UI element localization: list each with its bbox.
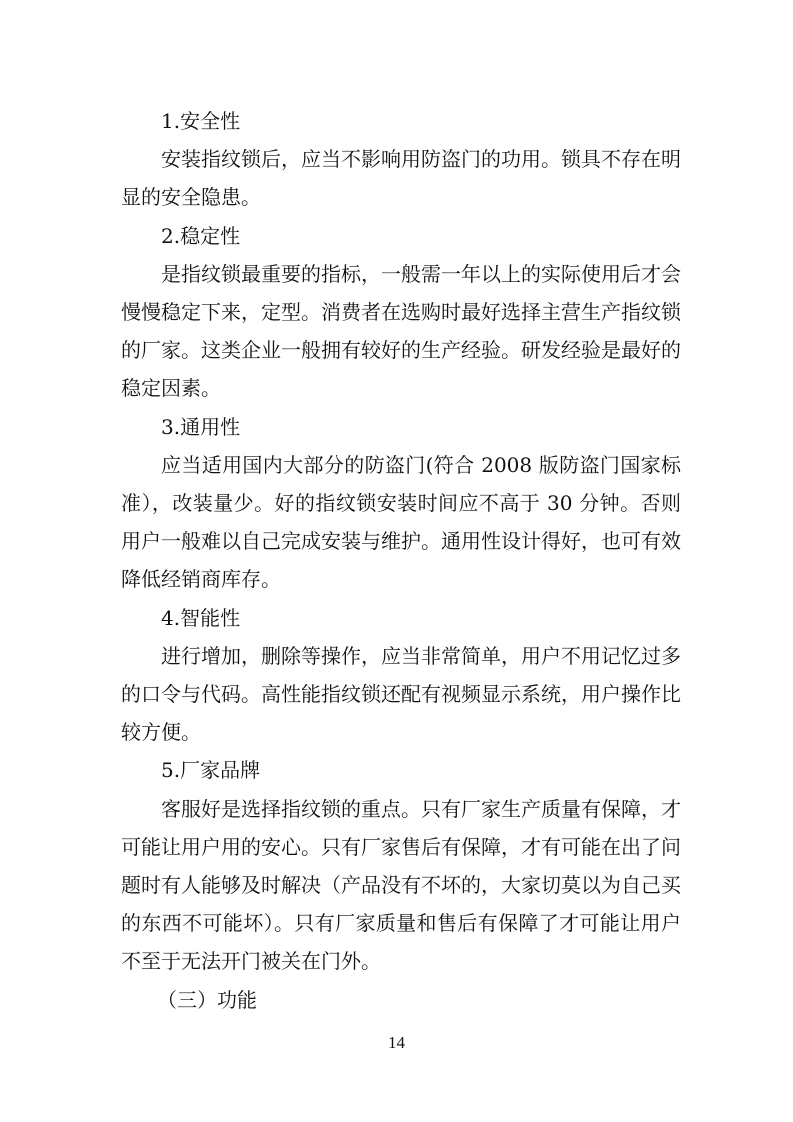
document-page (121, 102, 681, 1019)
section-heading-compatibility: 3.通用性 (161, 414, 241, 439)
section-body-brand: 客服好是选择指纹锁的重点。只有厂家生产质量有保障，才可能让用户用的安心。只有厂家售后有保障，才有可能在出了问题时有人能够及时解决（产品没有不坏的，大家切莫以为自己买的东西不可能坏）。只有厂家质量和售后有保障了才可能让用户不至于无法开门被关在门外。 (121, 796, 681, 974)
section-heading-brand: 5.厂家品牌 (161, 758, 261, 783)
section-heading-stability: 2.稳定性 (161, 223, 241, 248)
section-body-compatibility: 应当适用国内大部分的防盗门(符合 2008 版防盗门国家标准），改装量少。好的指纹锁安装时间应不高于 30 分钟。否则用户一般难以自己完成安装与维护。通用性设计得好，也可有效降低经销商库存。 (121, 452, 681, 592)
chapter-subheading: （三）功能 (157, 987, 257, 1012)
section-heading-intelligence: 4.智能性 (161, 605, 241, 630)
section-body-safety: 安装指纹锁后，应当不影响用防盗门的功用。锁具不存在明显的安全隐患。 (121, 147, 681, 210)
page-number: 14 (388, 1033, 405, 1052)
section-heading-safety: 1.安全性 (161, 109, 241, 133)
section-body-stability: 是指纹锁最重要的指标，一般需一年以上的实际使用后才会慢慢稳定下来，定型。消费者在选购时最好选择主营生产指纹锁的厂家。这类企业一般拥有较好的生产经验。研发经验是最好的稳定因素。 (121, 261, 681, 401)
section-body-intelligence: 进行增加，删除等操作，应当非常简单，用户不用记忆过多的口令与代码。高性能指纹锁还配有视频显示系统，用户操作比较方便。 (121, 643, 681, 745)
